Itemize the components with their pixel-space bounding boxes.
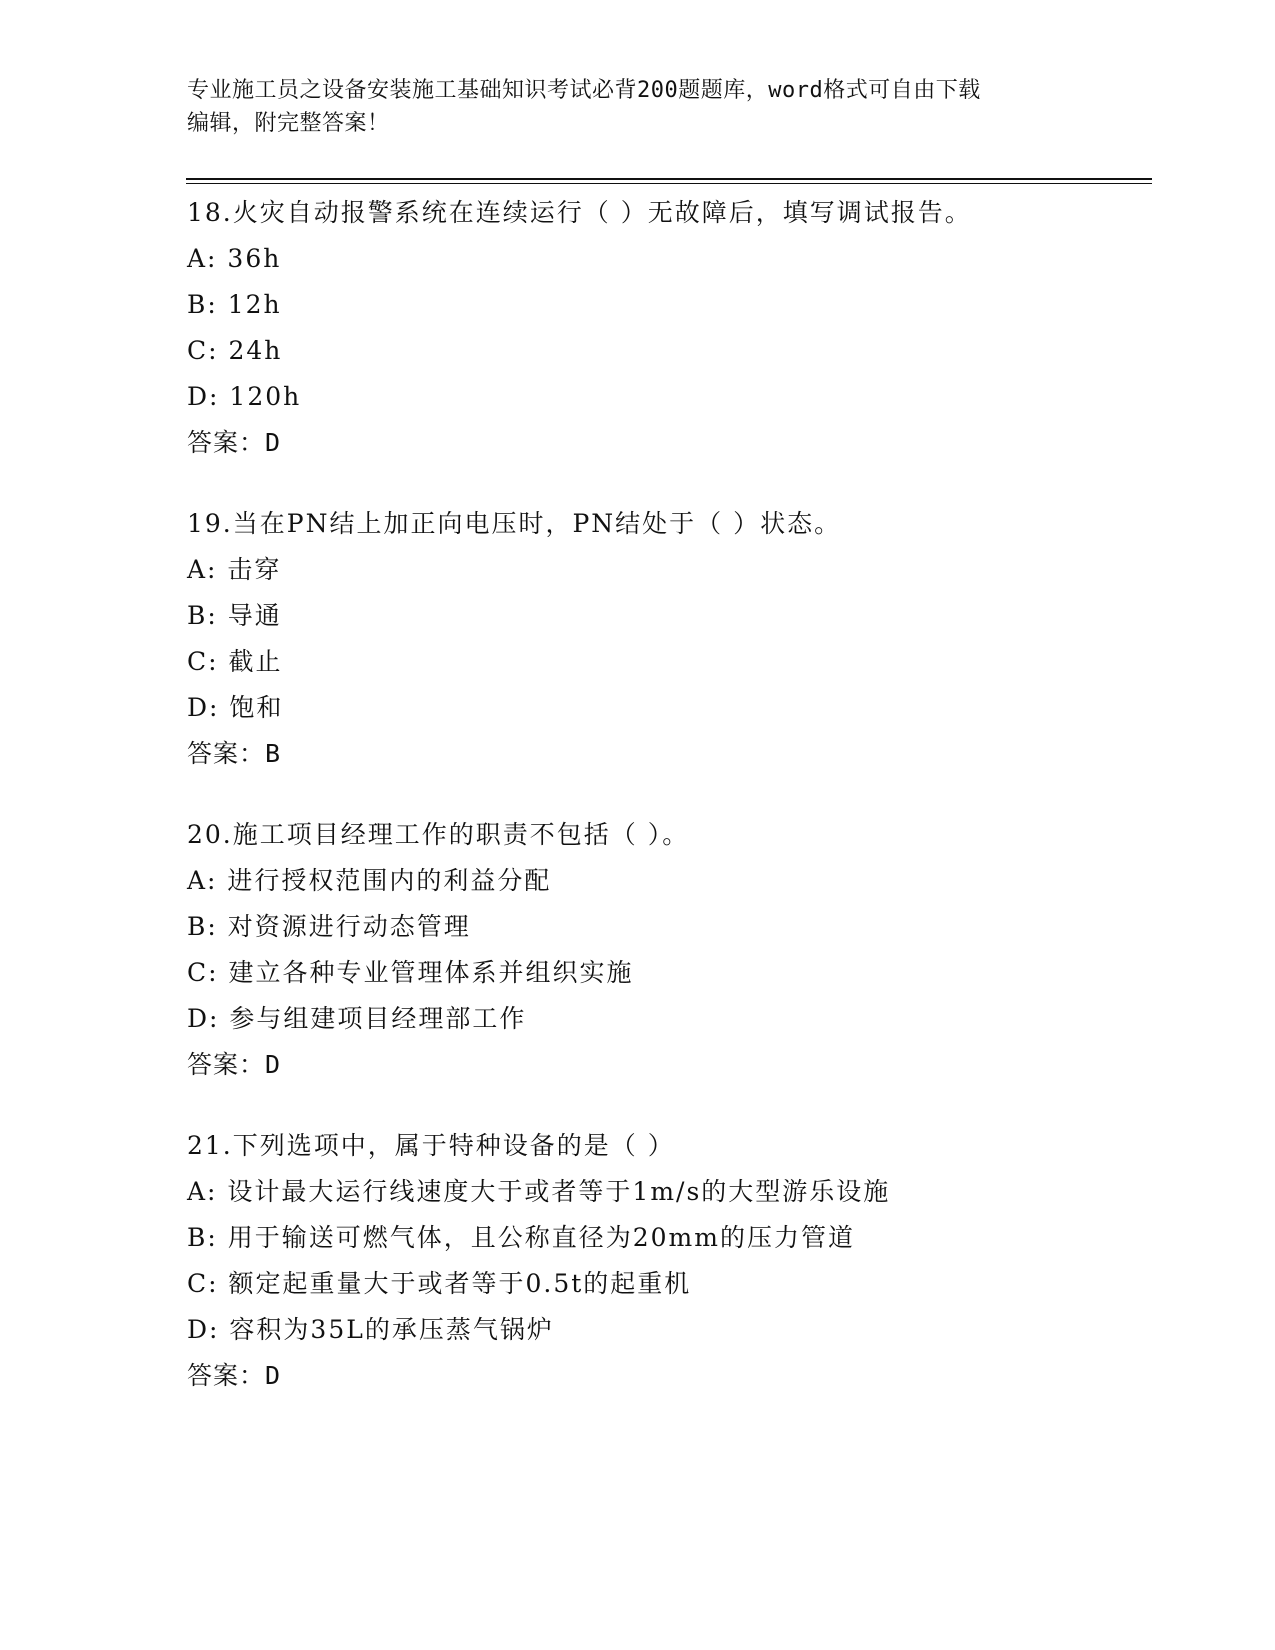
option-b: B: 用于输送可燃气体，且公称直径为20mm的压力管道 [187,1223,855,1252]
option-a: A: 设计最大运行线速度大于或者等于1m/s的大型游乐设施 [187,1177,891,1206]
option-a: A: 36h [187,244,282,273]
answer-line: 答案：D [187,1361,282,1390]
answer-line: 答案：D [187,1050,282,1079]
answer-line: 答案：D [187,428,282,457]
option-b: B: 12h [187,290,282,319]
option-c: C: 额定起重量大于或者等于0.5t的起重机 [187,1269,692,1298]
option-a: A: 进行授权范围内的利益分配 [187,866,552,895]
option-d: D: 饱和 [187,693,284,722]
option-b: B: 导通 [187,601,282,630]
question-19 [187,501,1153,777]
question-20 [187,812,1153,1088]
option-c: C: 建立各种专业管理体系并组织实施 [187,958,634,987]
question-stem: 20.施工项目经理工作的职责不包括（ ）。 [187,820,690,849]
option-d: D: 参与组建项目经理部工作 [187,1004,527,1033]
header-divider-thick [186,178,1152,180]
header-divider-thin [186,183,1152,184]
question-stem: 21.下列选项中，属于特种设备的是（ ） [187,1131,675,1160]
document-header [187,74,1087,140]
header-title-line-2: 编辑，附完整答案！ [187,111,390,136]
question-stem: 18.火灾自动报警系统在连续运行（ ）无故障后，填写调试报告。 [187,198,972,227]
answer-line: 答案：B [187,739,282,768]
header-title-line-1: 专业施工员之设备安装施工基础知识考试必背200题题库，word格式可自由下载 [187,78,981,103]
option-b: B: 对资源进行动态管理 [187,912,471,941]
option-c: C: 截止 [187,647,283,676]
question-list [187,190,1153,1434]
option-d: D: 120h [187,382,302,411]
option-a: A: 击穿 [187,555,282,584]
question-21 [187,1123,1153,1399]
question-stem: 19.当在PN结上加正向电压时，PN结处于（ ）状态。 [187,509,842,538]
option-c: C: 24h [187,336,283,365]
option-d: D: 容积为35L的承压蒸气锅炉 [187,1315,554,1344]
question-18 [187,190,1153,466]
